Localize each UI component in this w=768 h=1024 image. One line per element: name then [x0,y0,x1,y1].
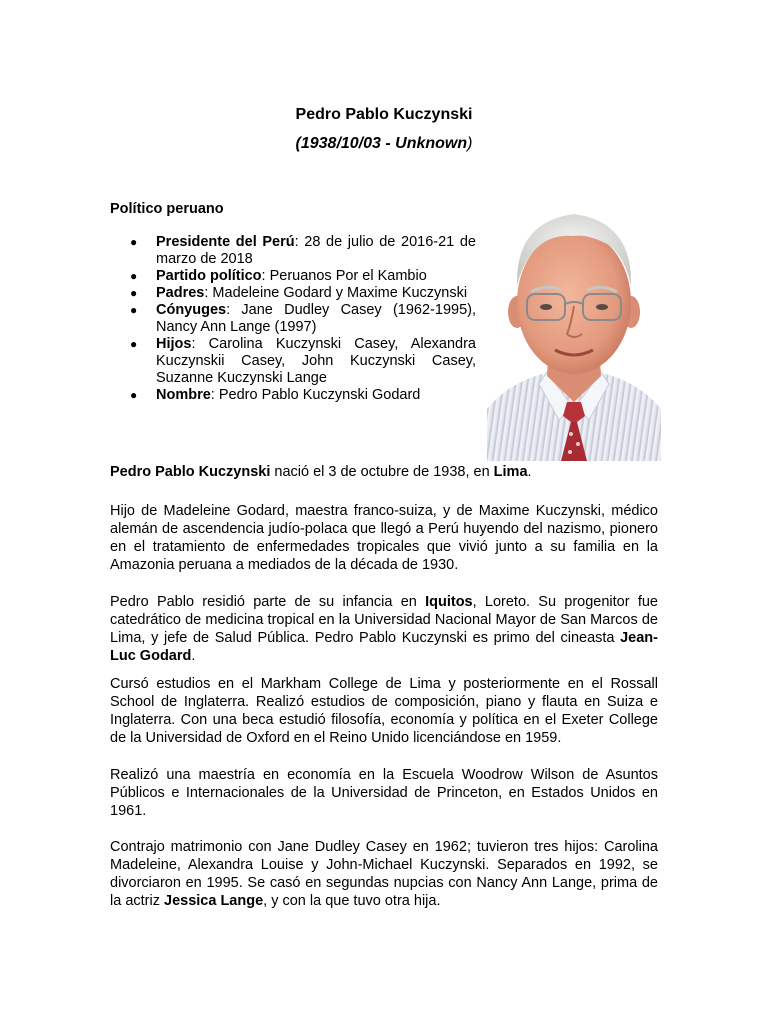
facts-list [110,234,476,404]
fact-value: : Jane Dudley Casey (1962-1995), Nancy Ann Lange (1997) [156,302,476,335]
birthplace: Lima [493,464,528,480]
fact-label: Partido político [156,268,262,284]
fact-value: : Peruanos Por el Kambio [261,268,427,284]
portrait-illustration [487,194,661,461]
paragraph-marriage [110,838,658,910]
paragraph-text: , Loreto. Su progenitor fue catedrático de medicina tropical en la Universidad Nacional Mayor de San Marcos de Lima, y jefe de Salud Pública. Pedro Pablo Kuczynski es primo del cineasta [110,594,658,646]
fact-label: Presidente del Perú [156,234,295,250]
bullet-icon: ● [130,303,138,317]
person-name: Pedro Pablo Kuczynski [110,464,271,480]
city-name: Iquitos [425,594,473,610]
list-item [110,302,476,336]
paragraph-text: , y con la que tuvo otra hija. [263,893,441,909]
list-item [110,234,476,268]
cousin-name: Jean-Luc Godard [110,630,658,664]
fact-value: : Carolina Kuczynski Casey, Alexandra Kuczynskii Casey, John Kuczynski Casey, Suzanne Kuczynski Lange [156,336,476,386]
page-title: Pedro Pablo Kuczynski [295,106,473,123]
fact-label: Padres [156,285,205,301]
list-item [110,268,476,285]
bullet-icon: ● [130,235,138,249]
paragraph-text: . [527,464,532,480]
fact-label: Cónyuges [156,302,227,318]
fact-label: Hijos [156,336,192,352]
fact-value: : Madeleine Godard y Maxime Kuczynski [204,285,468,301]
paragraph-education: Cursó estudios en el Markham College de Lima y posteriormente en el Rossall School de Inglaterra. Realizó estudios de composición, piano y flauta en Suiza e Inglaterra. Con una beca estudió filosofía, economía y política en el Exeter College de la Universidad de Oxford en el Reino Unido licenciándose en 1959. [110,676,658,746]
paragraph-birth [110,463,658,481]
bullet-icon: ● [130,286,138,300]
paragraph-childhood [110,593,658,665]
fact-label: Nombre [156,387,211,403]
life-dates-close: ) [467,135,473,152]
life-dates [0,134,768,154]
paragraph-text: Pedro Pablo residió parte de su infancia en [110,594,426,610]
fact-value: : 28 de julio de 2016-21 de marzo de 2018 [156,234,476,267]
fact-value: : Pedro Pablo Kuczynski Godard [210,387,421,403]
bullet-icon: ● [130,337,138,351]
bullet-icon: ● [130,388,138,402]
paragraph-parents: Hijo de Madeleine Godard, maestra franco-suiza, y de Maxime Kuczynski, médico alemán de ascendencia judío-polaca que llegó a Perú huyendo del nazismo, pionero en el tratamiento de enfermedades tropicales que vivió junto a su familia en la Amazonia peruana a mediados de la década de 1930. [110,503,658,573]
actress-name: Jessica Lange [164,893,264,909]
paragraph-text: . [191,648,196,664]
bullet-icon: ● [130,269,138,283]
paragraph-text: Contrajo matrimonio con Jane Dudley Casey en 1962; tuvieron tres hijos: Carolina Madeleine, Alexandra Louise y John-Michael Kuczynski. Separados en 1992, se divorciaron en 1995. Se casó en segundas nupcias con Nancy Ann Lange, prima de la actriz [110,839,658,909]
paragraph-text: nació el 3 de octubre de 1938, en [270,464,494,480]
list-item [110,336,476,387]
occupation-heading: Político peruano [110,201,224,217]
life-dates-text: (1938/10/03 - Unknown [295,135,468,152]
portrait-photo [487,194,661,461]
paragraph-masters: Realizó una maestría en economía en la Escuela Woodrow Wilson de Asuntos Públicos e Internacionales de la Universidad de Princeton, en Estados Unidos en 1961. [110,767,658,819]
list-item [110,387,476,404]
list-item [110,285,476,302]
